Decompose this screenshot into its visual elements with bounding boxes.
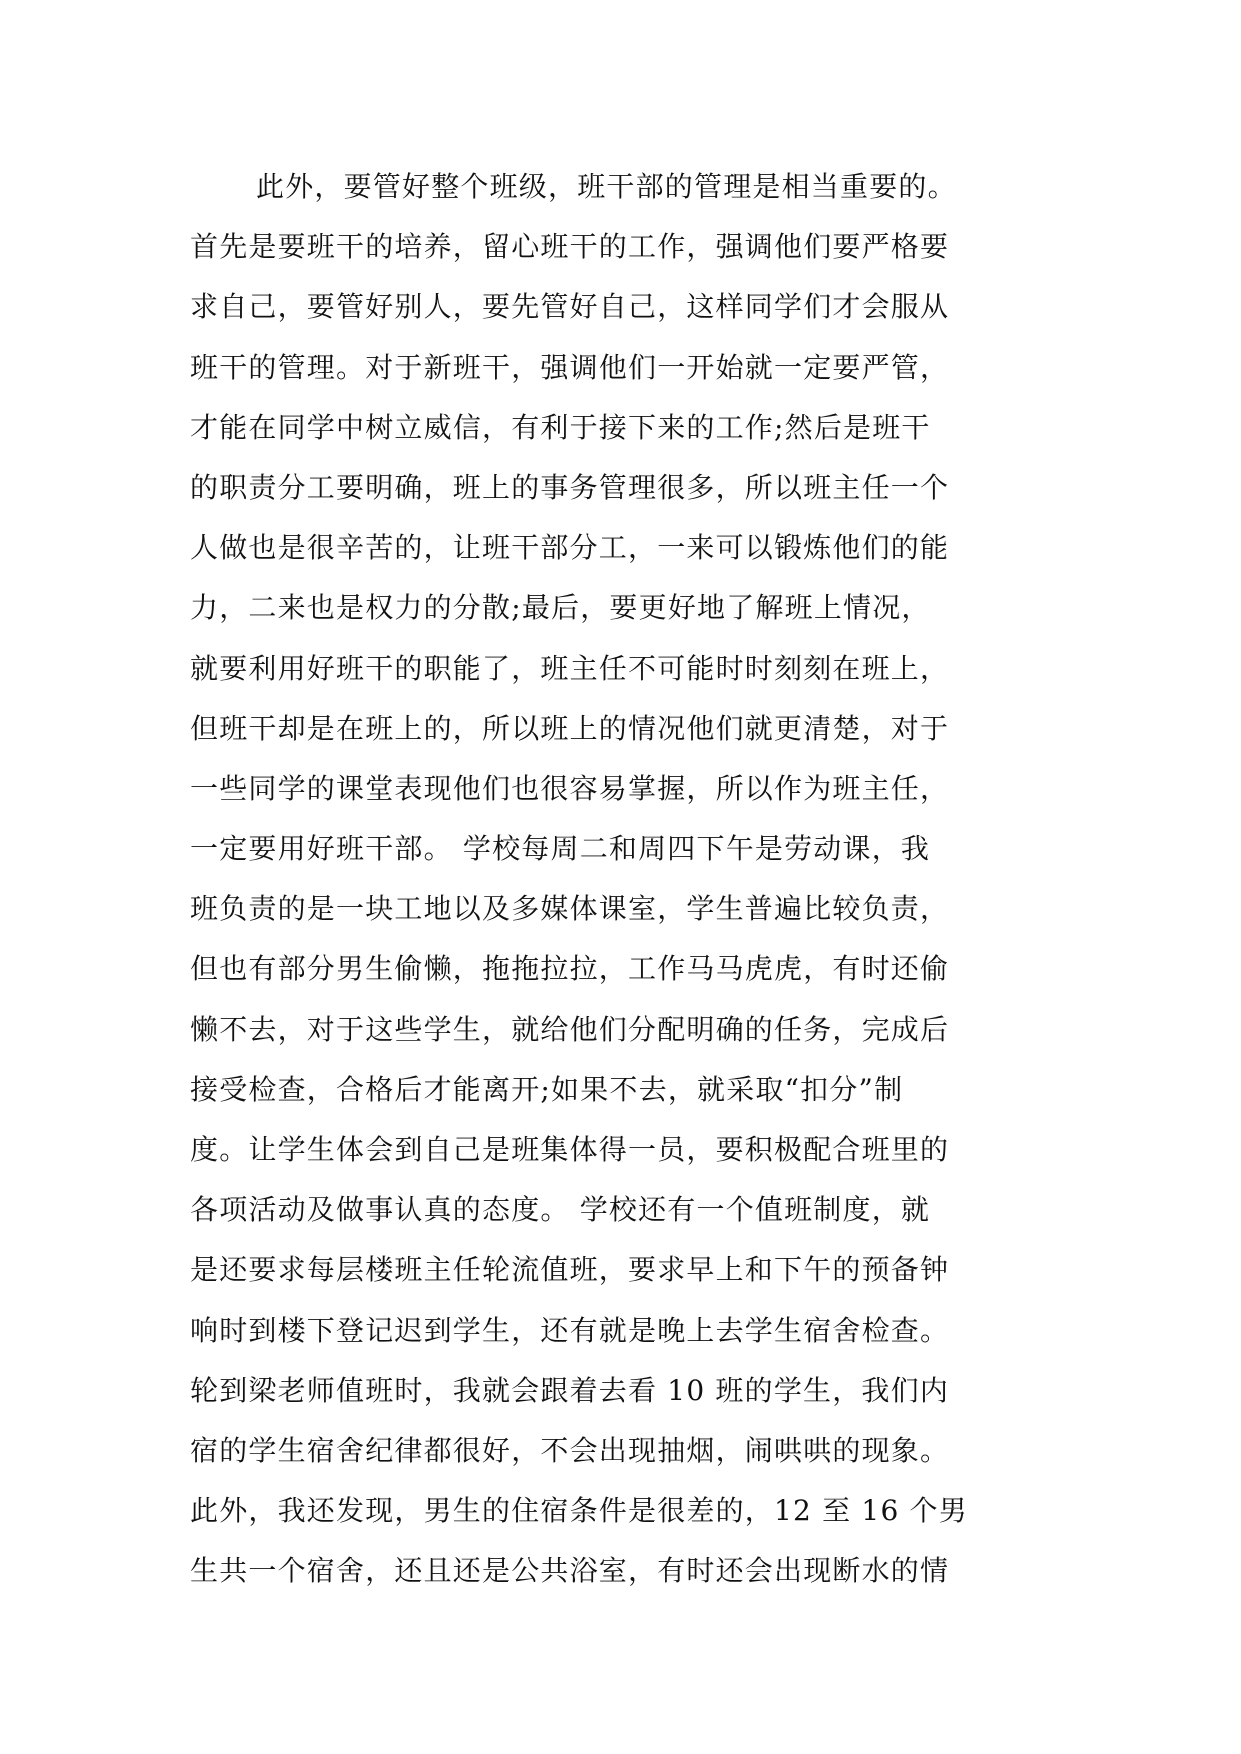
- text-line: 才能在同学中树立威信，有利于接下来的工作;然后是班干: [190, 410, 931, 444]
- text-line: 力，二来也是权力的分散;最后，要更好地了解班上情况，: [190, 591, 931, 625]
- text-line: 此外，要管好整个班级，班干部的管理是相当重要的。: [256, 170, 957, 203]
- text-line: 一些同学的课堂表现他们也很容易掌握，所以作为班主任，: [190, 771, 950, 805]
- text-line: 但也有部分男生偷懒，拖拖拉拉，工作马马虎虎，有时还偷: [190, 952, 950, 986]
- text-line: 响时到楼下登记迟到学生，还有就是晚上去学生宿舍检查。: [190, 1313, 950, 1347]
- text-line: 班干的管理。对于新班干，强调他们一开始就一定要严管，: [190, 350, 950, 384]
- text-line: 一定要用好班干部。 学校每周二和周四下午是劳动课，我: [190, 832, 931, 866]
- text-line: 求自己，要管好别人，要先管好自己，这样同学们才会服从: [190, 290, 950, 324]
- text-line: 此外，我还发现，男生的住宿条件是很差的，12 至 16 个男: [190, 1494, 968, 1528]
- text-line: 各项活动及做事认真的态度。 学校还有一个值班制度，就: [190, 1193, 931, 1227]
- text-line: 就要利用好班干的职能了，班主任不可能时时刻刻在班上，: [190, 651, 950, 685]
- text-line: 的职责分工要明确，班上的事务管理很多，所以班主任一个: [190, 470, 950, 504]
- text-line: 接受检查，合格后才能离开;如果不去，就采取“扣分”制: [190, 1072, 904, 1106]
- text-line: 生共一个宿舍，还且还是公共浴室，有时还会出现断水的情: [190, 1554, 950, 1588]
- text-line: 班负责的是一块工地以及多媒体课室，学生普遍比较负责，: [190, 892, 950, 926]
- text-line: 人做也是很辛苦的，让班干部分工，一来可以锻炼他们的能: [190, 531, 950, 565]
- text-line: 度。让学生体会到自己是班集体得一员，要积极配合班里的: [190, 1133, 950, 1166]
- body-text: [190, 157, 1070, 1602]
- text-line: 首先是要班干的培养，留心班干的工作，强调他们要严格要: [190, 230, 950, 264]
- text-line: 宿的学生宿舍纪律都很好，不会出现抽烟，闹哄哄的现象。: [190, 1433, 950, 1467]
- text-line: 但班干却是在班上的，所以班上的情况他们就更清楚，对于: [190, 711, 950, 745]
- text-line: 是还要求每层楼班主任轮流值班，要求早上和下午的预备钟: [190, 1253, 950, 1287]
- text-line: 轮到梁老师值班时，我就会跟着去看 10 班的学生，我们内: [190, 1373, 950, 1407]
- text-line: 懒不去，对于这些学生，就给他们分配明确的任务，完成后: [190, 1012, 950, 1046]
